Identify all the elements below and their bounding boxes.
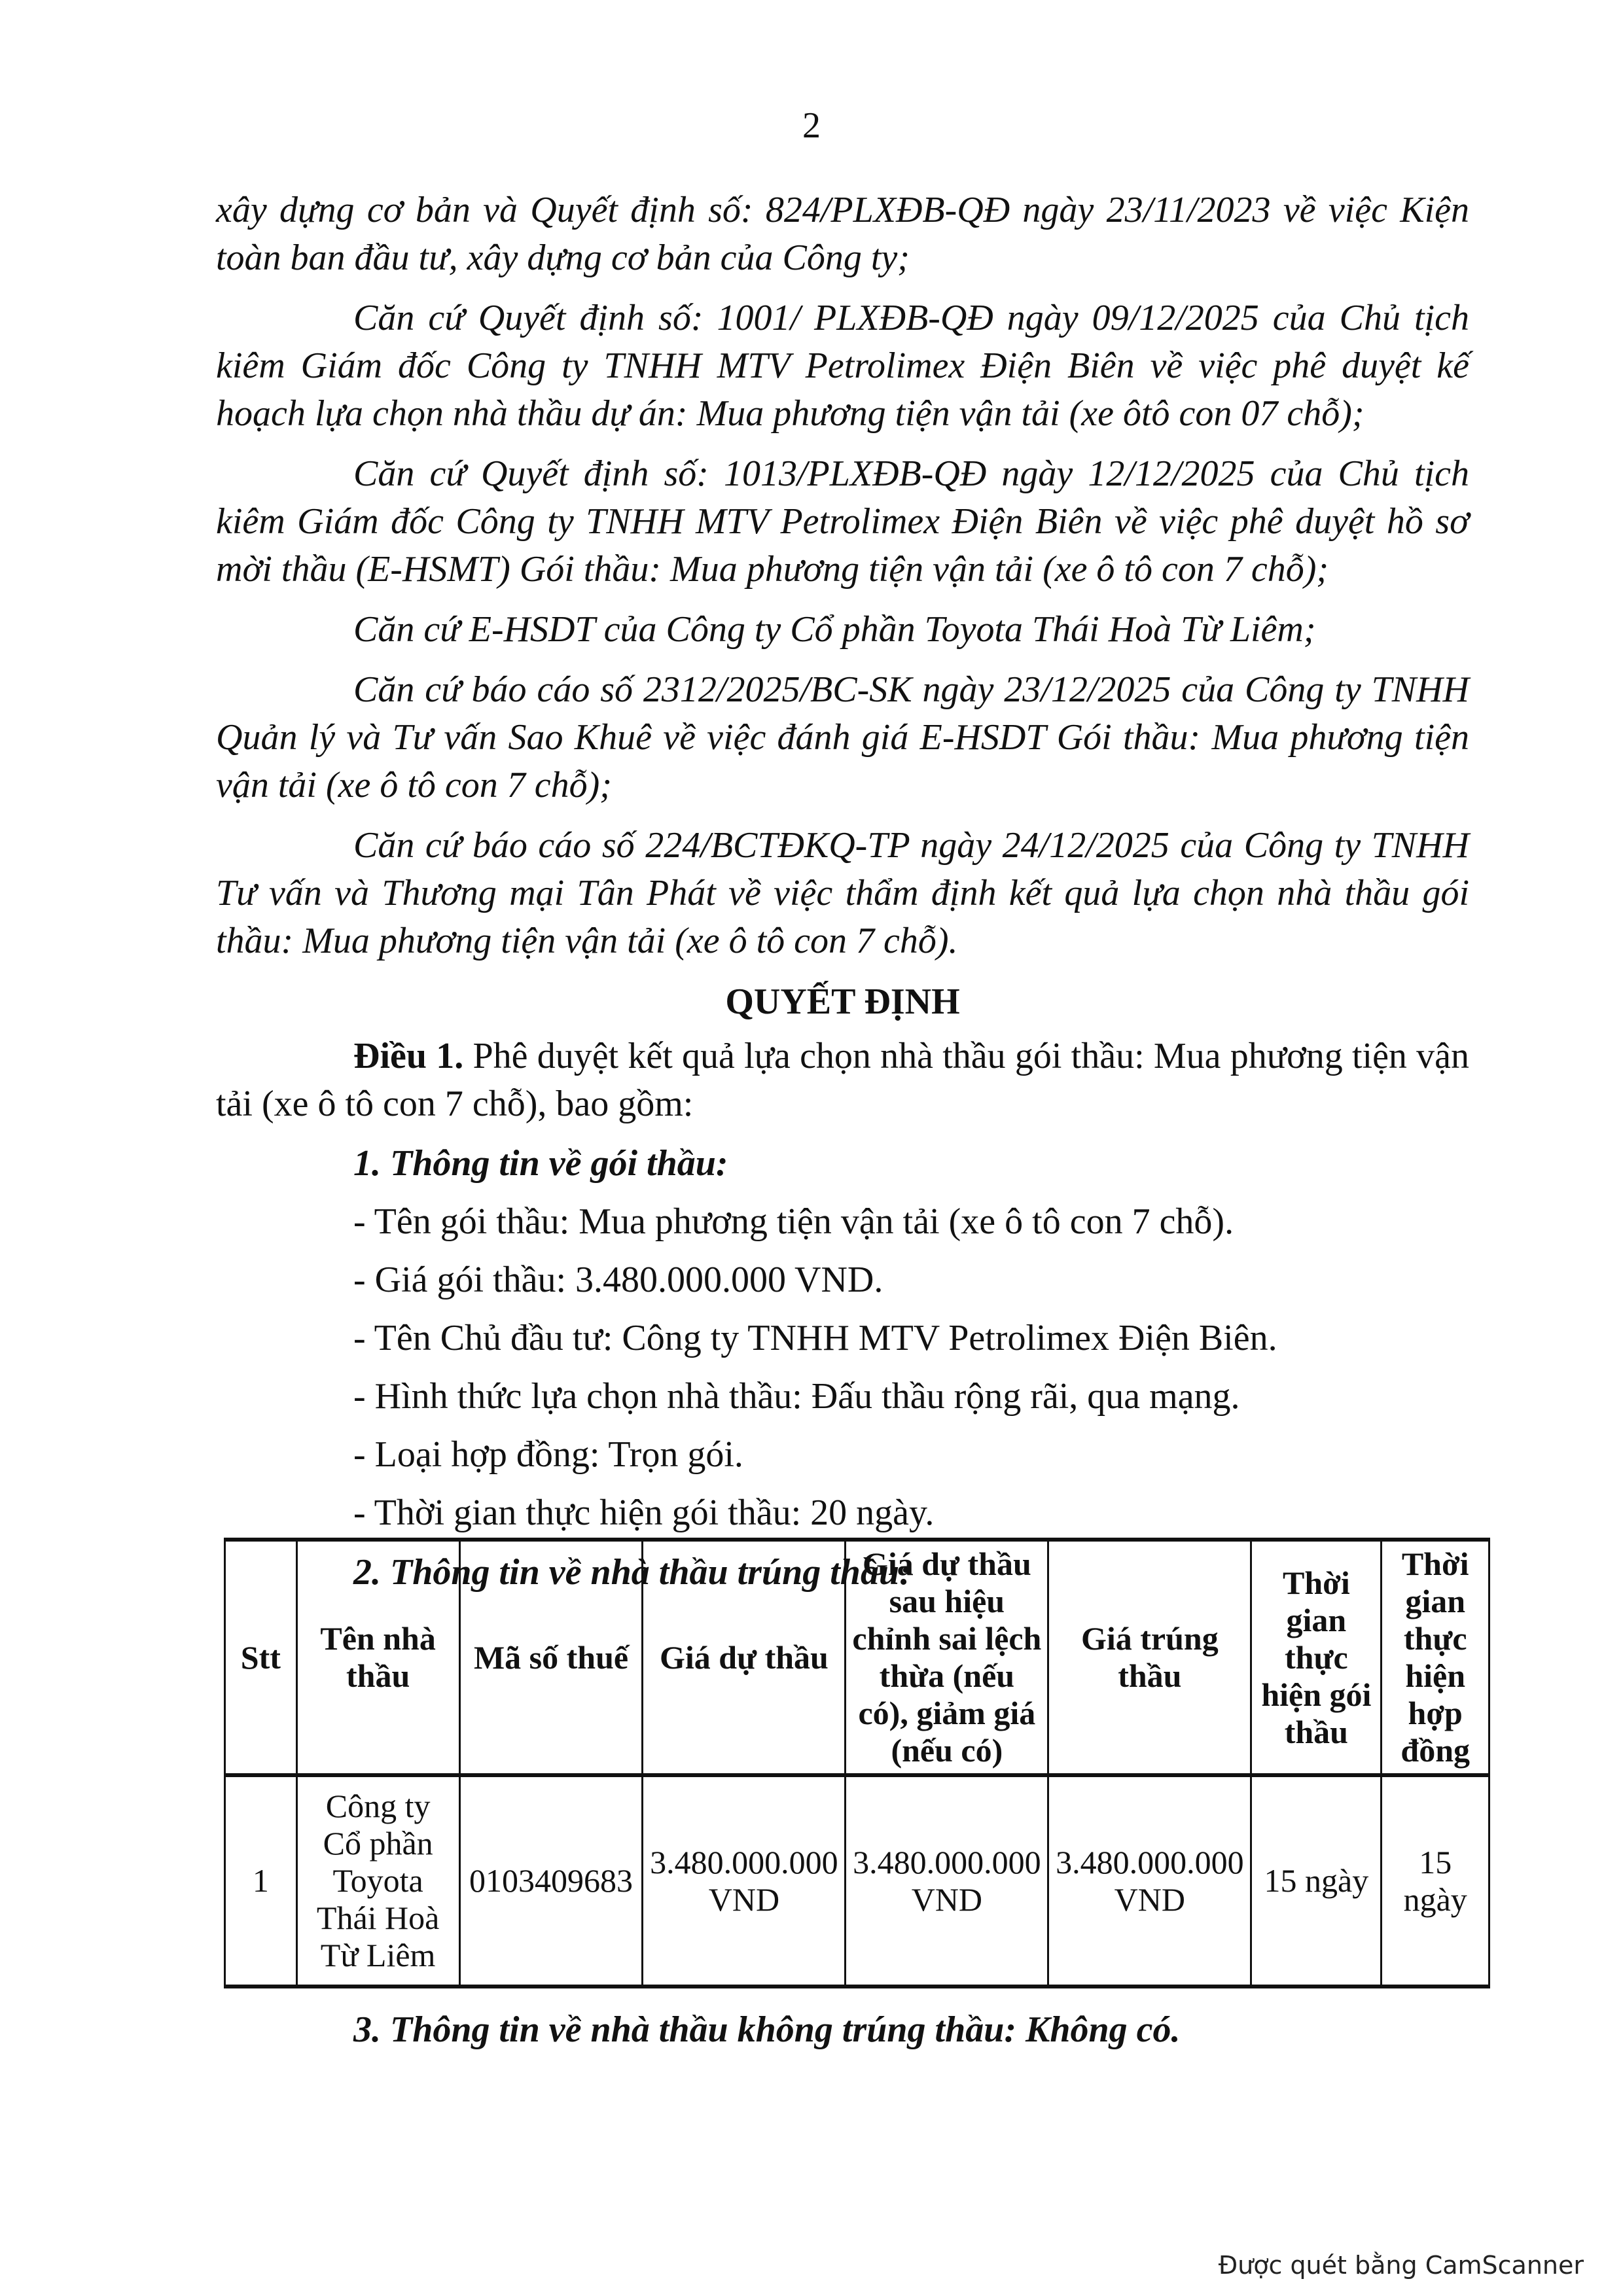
page-number: 2 <box>802 105 821 146</box>
cell-adjusted-bid-price: 3.480.000.000 VND <box>846 1775 1048 1987</box>
table-row <box>225 1775 1489 1987</box>
article-1 <box>216 1033 1469 1128</box>
winning-bidder-table <box>224 1538 1490 1988</box>
cell-bid-price: 3.480.000.000 VND <box>643 1775 846 1987</box>
preamble-paragraph: Căn cứ báo cáo số 2312/2025/BC-SK ngày 23/12/2025 của Công ty TNHH Quản lý và Tư vấn Sao Khuê về việc đánh giá E-HSDT Gói thầu: Mua phương tiện vận tải (xe ô tô con 7 chỗ); <box>216 669 1469 805</box>
cell-winning-price: 3.480.000.000 VND <box>1048 1775 1251 1987</box>
column-header-stt: Stt <box>225 1540 297 1775</box>
cell-tax-code: 0103409683 <box>459 1775 643 1987</box>
column-header-contract-duration: Thời gian thực hiện hợp đồng <box>1382 1540 1489 1775</box>
section-1-title: 1. Thông tin về gói thầu: <box>353 1143 728 1184</box>
preamble-paragraph: Căn cứ Quyết định số: 1013/PLXĐB-QĐ ngày 12/12/2025 của Chủ tịch kiêm Giám đốc Công ty TNHH MTV Petrolimex Điện Biên về việc phê duyệt hồ sơ mời thầu (E-HSMT) Gói thầu: Mua phương tiện vận tải (xe ô tô con 7 chỗ); <box>216 453 1469 590</box>
column-header-winning-price: Giá trúng thầu <box>1048 1540 1251 1775</box>
package-info-item: - Giá gói thầu: 3.480.000.000 VND. <box>353 1260 883 1300</box>
cell-stt: 1 <box>225 1775 297 1987</box>
document-body <box>216 186 1469 1597</box>
camscanner-watermark: Được quét bằng CamScanner <box>1218 2251 1584 2280</box>
column-header-tax-code: Mã số thuế <box>459 1540 643 1775</box>
package-info-item: - Tên Chủ đầu tư: Công ty TNHH MTV Petrolimex Điện Biên. <box>353 1318 1277 1358</box>
column-header-bid-price: Giá dự thầu <box>643 1540 846 1775</box>
preamble-paragraph: Căn cứ Quyết định số: 1001/ PLXĐB-QĐ ngày 09/12/2025 của Chủ tịch kiêm Giám đốc Công ty TNHH MTV Petrolimex Điện Biên về việc phê duyệt kế hoạch lựa chọn nhà thầu dự án: Mua phương tiện vận tải (xe ôtô con 07 chỗ); <box>216 298 1469 434</box>
cell-package-duration: 15 ngày <box>1251 1775 1382 1987</box>
decision-heading: QUYẾT ĐỊNH <box>725 981 960 1022</box>
cell-bidder-name: Công ty Cổ phần Toyota Thái Hoà Từ Liêm <box>296 1775 459 1987</box>
section-2-title: 2. Thông tin về nhà thầu trúng thầu: <box>353 1552 912 1593</box>
column-header-bidder-name: Tên nhà thầu <box>296 1540 459 1775</box>
column-header-package-duration: Thời gian thực hiện gói thầu <box>1251 1540 1382 1775</box>
package-info-item: - Loại hợp đồng: Trọn gói. <box>353 1434 743 1475</box>
package-info-item: - Tên gói thầu: Mua phương tiện vận tải (xe ô tô con 7 chỗ). <box>353 1201 1234 1242</box>
preamble-paragraph: xây dựng cơ bản và Quyết định số: 824/PLXĐB-QĐ ngày 23/11/2023 về việc Kiện toàn ban đầu tư, xây dựng cơ bản của Công ty; <box>216 190 1469 278</box>
article-1-label: Điều 1. <box>353 1036 464 1076</box>
article-1-text: Phê duyệt kết quả lựa chọn nhà thầu gói thầu: Mua phương tiện vận tải (xe ô tô con 7 chỗ), bao gồm: <box>216 1036 1470 1124</box>
package-info-item: - Thời gian thực hiện gói thầu: 20 ngày. <box>353 1492 935 1533</box>
package-info-item: - Hình thức lựa chọn nhà thầu: Đấu thầu rộng rãi, qua mạng. <box>353 1376 1240 1417</box>
preamble-paragraph: Căn cứ báo cáo số 224/BCTĐKQ-TP ngày 24/12/2025 của Công ty TNHH Tư vấn và Thương mại Tân Phát về việc thẩm định kết quả lựa chọn nhà thầu gói thầu: Mua phương tiện vận tải (xe ô tô con 7 chỗ). <box>216 825 1469 961</box>
column-header-adjusted-bid-price: Giá dự thầu sau hiệu chỉnh sai lệch thừa (nếu có), giảm giá (nếu có) <box>846 1540 1048 1775</box>
preamble-paragraph: Căn cứ E-HSDT của Công ty Cổ phần Toyota Thái Hoà Từ Liêm; <box>353 609 1316 650</box>
table-header-row <box>225 1540 1489 1775</box>
cell-contract-duration: 15 ngày <box>1382 1775 1489 1987</box>
section-3-title: 3. Thông tin về nhà thầu không trúng thầu: Không có. <box>353 2009 1181 2050</box>
